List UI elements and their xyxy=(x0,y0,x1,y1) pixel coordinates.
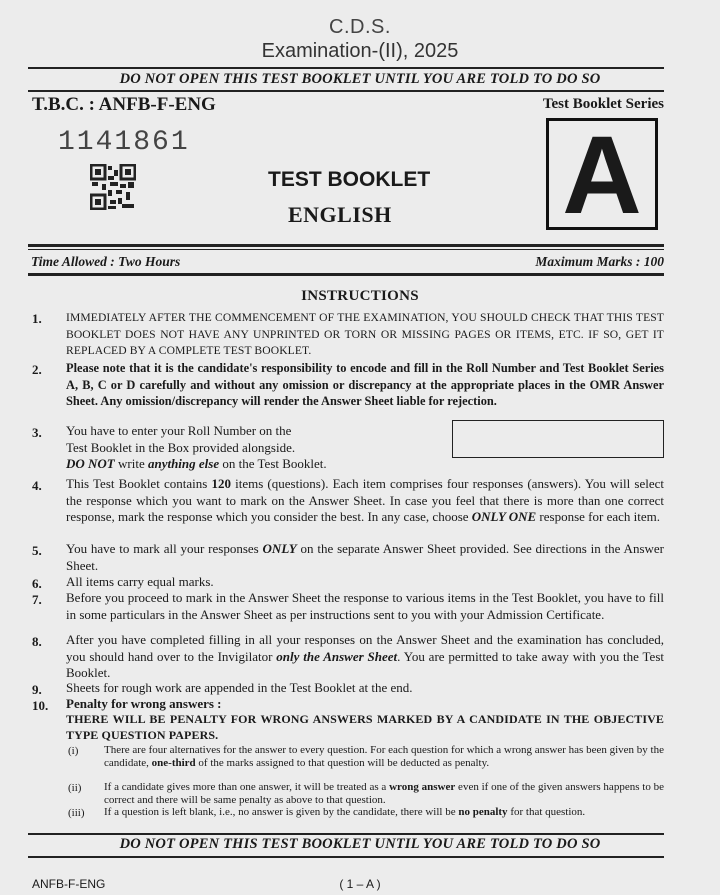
instruction-item-1: IMMEDIATELY AFTER THE COMMENCEMENT OF THE EXAMINATION, YOU SHOULD CHECK THAT THIS TEST BOOKLET DOES NOT HAVE ANY UNPRINTED OR TORN OR MISSING PAGES OR ITEMS, ETC. IF SO, GET IT REPLACED BY A COMPLETE TEST BOOKLET. xyxy=(66,311,664,357)
test-booklet-code: T.B.C. : ANFB-F-ENG xyxy=(32,94,216,115)
item-number: 2. xyxy=(32,362,42,377)
divider xyxy=(28,833,664,835)
item-number: 10. xyxy=(32,698,49,713)
instruction-item-5: You have to mark all your responses ONLY on the separate Answer Sheet provided. See directions in the Answer Sheet. xyxy=(66,541,664,573)
item-number: 1. xyxy=(32,311,42,326)
series-letter-box xyxy=(546,114,658,237)
instruction-item-6: All items carry equal marks. xyxy=(66,574,214,589)
divider xyxy=(28,249,664,250)
maximum-marks: Maximum Marks : 100 xyxy=(535,254,664,269)
exam-year: Examination-(II), 2025 xyxy=(261,40,459,62)
divider xyxy=(28,90,664,92)
item-number: 7. xyxy=(32,592,42,607)
penalty-rule-1: There are four alternatives for the answer to every question. For each question for which a wrong answer has been given by the candidate, one-third of the marks assigned to that question will be deducted as penalty. xyxy=(104,744,664,769)
subject-title: ENGLISH xyxy=(288,202,392,227)
sub-item-number: (iii) xyxy=(68,807,85,819)
item-number: 5. xyxy=(32,543,42,558)
roll-number-box[interactable] xyxy=(452,420,664,458)
footer-code: ANFB-F-ENG xyxy=(32,877,106,891)
banner-bottom: DO NOT OPEN THIS TEST BOOKLET UNTIL YOU ARE TOLD TO DO SO xyxy=(119,836,601,852)
item-number: 4. xyxy=(32,478,42,493)
penalty-rule-2: If a candidate gives more than one answer, it will be treated as a wrong answer even if one of the given answers happens to be correct and there will be same penalty as above to that question. xyxy=(104,781,665,806)
instructions-heading: INSTRUCTIONS xyxy=(301,288,419,304)
penalty-title: Penalty for wrong answers : xyxy=(66,696,222,711)
penalty-rule-3: If a question is left blank, i.e., no answer is given by the candidate, there will be no penalty for that question. xyxy=(104,806,586,818)
booklet-title: TEST BOOKLET xyxy=(268,168,431,191)
divider xyxy=(28,244,664,247)
divider xyxy=(28,273,664,276)
item-number: 9. xyxy=(32,682,42,697)
penalty-statement: THERE WILL BE PENALTY FOR WRONG ANSWERS MARKED BY A CANDIDATE IN THE OBJECTIVE TYPE QUESTION PAPERS. xyxy=(66,712,664,742)
item-3-line1: You have to enter your Roll Number on the xyxy=(66,423,292,438)
banner-top: DO NOT OPEN THIS TEST BOOKLET UNTIL YOU ARE TOLD TO DO SO xyxy=(119,71,601,87)
item-number: 6. xyxy=(32,576,42,591)
instruction-item-3 xyxy=(66,423,446,473)
item-number: 8. xyxy=(32,634,42,649)
item-3-line3: DO NOT write anything else on the Test Booklet. xyxy=(66,456,327,471)
series-letter: A xyxy=(562,114,642,237)
exam-name: C.D.S. xyxy=(329,16,391,38)
instruction-item-2: Please note that it is the candidate's responsibility to encode and fill in the Roll Number and Test Booklet Series A, B, C or D carefully and without any omission or discrepancy at the appropriate places in the OMR Answer Sheet. Any omission/discrepancy will render the Answer Sheet liable for rejection. xyxy=(66,361,664,408)
sub-item-number: (i) xyxy=(68,745,79,757)
time-allowed: Time Allowed : Two Hours xyxy=(31,254,181,269)
divider xyxy=(28,856,664,858)
qr-code-icon xyxy=(90,164,136,210)
item-number: 3. xyxy=(32,425,42,440)
instruction-item-7: Before you proceed to mark in the Answer Sheet the response to various items in the Test Booklet, you have to fill in some particulars in the Answer Sheet as per instructions sent to you with your Admission Certificate. xyxy=(66,590,664,622)
item-3-line2: Test Booklet in the Box provided alongside. xyxy=(66,439,296,455)
sub-item-number: (ii) xyxy=(68,782,82,794)
instruction-item-9: Sheets for rough work are appended in the Test Booklet at the end. xyxy=(66,680,413,695)
instruction-item-4: This Test Booklet contains 120 items (questions). Each item comprises four responses (answers). You will select the response which you want to mark on the Answer Sheet. In case you feel that there is more than one correct response, mark the response which you consider the best. In any case, choose ONLY ONE response for each item. xyxy=(66,476,664,524)
instruction-item-8: After you have completed filling in all your responses on the Answer Sheet and the examination has concluded, you should hand over to the Invigilator only the Answer Sheet. You are permitted to take away with you the Test Booklet. xyxy=(66,632,664,680)
booklet-number: 1141861 xyxy=(58,127,190,158)
page-number: ( 1 – A ) xyxy=(339,877,381,891)
divider xyxy=(28,67,664,69)
test-booklet-series-label: Test Booklet Series xyxy=(542,96,664,112)
